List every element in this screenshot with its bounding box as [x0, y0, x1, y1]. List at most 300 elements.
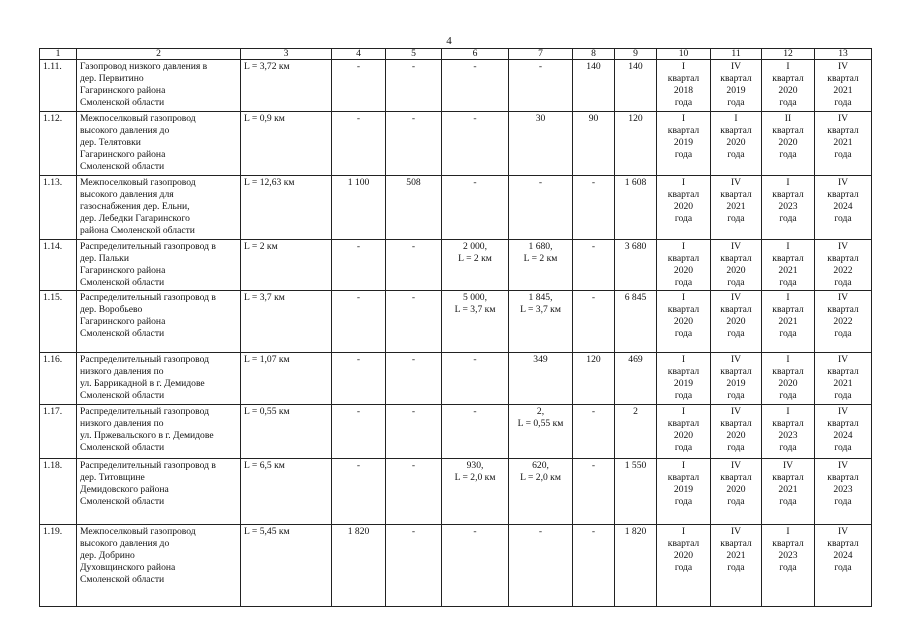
object-name-line: Распределительный газопровод в [80, 460, 216, 471]
page-number: 4 [446, 35, 452, 47]
value-col-7-line: 30 [535, 113, 546, 124]
period-col-13-line: IV [837, 241, 849, 252]
period-col-13-line: года [834, 390, 852, 401]
period-col-12-line: 2023 [778, 550, 798, 561]
period-col-11 [711, 353, 762, 405]
value-col-7-line: 1 680, [528, 241, 553, 252]
item-number: 1.18. [40, 459, 77, 525]
value-col-7-line: 349 [533, 354, 548, 365]
value-col-6-line: L = 2 км [458, 253, 492, 264]
value-col-7-line: L = 0,55 км [517, 418, 564, 429]
pipeline-length: L = 12,63 км [241, 176, 332, 240]
period-col-13-line: 2021 [833, 137, 853, 148]
value-col-9: 2 [615, 405, 657, 459]
object-name-line: Распределительный газопровод [80, 406, 210, 417]
object-name [77, 525, 241, 607]
period-col-13 [815, 291, 872, 353]
period-col-10 [657, 240, 711, 291]
period-col-13-line: квартал [827, 472, 859, 483]
value-col-7 [509, 405, 573, 459]
value-col-8: - [573, 525, 615, 607]
period-col-13-line: квартал [827, 366, 859, 377]
object-name-line: высокого давления до [80, 125, 170, 136]
item-number: 1.19. [40, 525, 77, 607]
value-col-6 [442, 405, 509, 459]
period-col-10 [657, 176, 711, 240]
value-col-6 [442, 459, 509, 525]
value-col-8: - [573, 176, 615, 240]
period-col-13-line: квартал [827, 538, 859, 549]
value-col-6 [442, 112, 509, 176]
period-col-10-line: года [674, 149, 693, 160]
period-col-12-line: квартал [772, 304, 804, 315]
period-col-10-line: I [681, 406, 686, 417]
period-col-10 [657, 112, 711, 176]
value-col-7 [509, 291, 573, 353]
object-name-line: Смоленской области [80, 496, 165, 507]
period-col-13-line: IV [837, 292, 849, 303]
object-name [77, 353, 241, 405]
value-col-6-line: - [473, 177, 477, 188]
period-col-12-line: года [779, 97, 797, 108]
period-col-11-line: года [727, 442, 745, 453]
period-col-11-line: 2021 [726, 201, 746, 212]
period-col-11-line: квартал [720, 418, 752, 429]
value-col-4: - [332, 60, 386, 112]
period-col-13-line: 2023 [833, 484, 853, 495]
period-col-12 [762, 240, 815, 291]
value-col-5: - [386, 291, 442, 353]
period-col-12 [762, 525, 815, 607]
value-col-7 [509, 112, 573, 176]
period-col-11-line: квартал [720, 189, 752, 200]
period-col-12-line: 2021 [778, 484, 798, 495]
period-col-12-line: года [779, 442, 797, 453]
period-col-11-line: I [734, 113, 738, 124]
column-header: 13 [815, 49, 872, 60]
value-col-5: - [386, 240, 442, 291]
item-number: 1.13. [40, 176, 77, 240]
value-col-7-line: 1 845, [528, 292, 553, 303]
period-col-13 [815, 112, 872, 176]
table-row [40, 525, 872, 607]
object-name-line: Духовщинского района [80, 562, 176, 573]
period-col-11-line: квартал [720, 366, 752, 377]
object-name-line: Смоленской области [80, 97, 165, 108]
value-col-6 [442, 240, 509, 291]
period-col-12-line: квартал [772, 366, 804, 377]
period-col-10-line: I [681, 292, 686, 303]
value-col-9: 1 608 [615, 176, 657, 240]
value-col-5: - [386, 353, 442, 405]
period-col-13-line: 2024 [833, 550, 853, 561]
period-col-12 [762, 291, 815, 353]
object-name-line: Гагаринского района [80, 85, 166, 96]
period-col-10 [657, 525, 711, 607]
period-col-11-line: квартал [720, 73, 752, 84]
object-name-line: Распределительный газопровод в [80, 292, 216, 303]
value-col-7-line: - [538, 61, 543, 72]
period-col-13-line: года [834, 97, 852, 108]
period-col-11 [711, 112, 762, 176]
period-col-11-line: квартал [720, 304, 752, 315]
period-col-11-line: года [727, 213, 745, 224]
value-col-7 [509, 525, 573, 607]
period-col-10-line: квартал [667, 73, 700, 84]
period-col-10 [657, 405, 711, 459]
object-name [77, 459, 241, 525]
value-col-6-line: - [473, 354, 477, 365]
value-col-5: 508 [386, 176, 442, 240]
period-col-12-line: года [779, 562, 797, 573]
period-col-11-line: IV [730, 177, 742, 188]
value-col-7-line: L = 2 км [523, 253, 558, 264]
period-col-10-line: года [674, 277, 693, 288]
period-col-12-line: IV [782, 460, 794, 471]
period-col-12-line: квартал [772, 73, 804, 84]
period-col-10 [657, 60, 711, 112]
period-col-12-line: года [779, 149, 797, 160]
column-header: 5 [386, 49, 442, 60]
period-col-10 [657, 353, 711, 405]
item-number: 1.14. [40, 240, 77, 291]
period-col-11 [711, 60, 762, 112]
value-col-6-line: - [473, 113, 477, 124]
period-col-12-line: 2023 [778, 430, 798, 441]
period-col-10-line: 2020 [673, 430, 694, 441]
period-col-12-line: 2021 [778, 265, 798, 276]
period-col-11 [711, 459, 762, 525]
value-col-6-line: L = 2,0 км [454, 472, 496, 483]
value-col-6 [442, 525, 509, 607]
period-col-13-line: IV [837, 354, 849, 365]
object-name-line: Межпоселковый газопровод [80, 526, 196, 537]
object-name-line: Смоленской области [80, 161, 165, 172]
value-col-6-line: - [473, 526, 477, 537]
period-col-13-line: года [834, 213, 852, 224]
object-name-line: Смоленской области [80, 390, 165, 401]
table-row [40, 240, 872, 291]
period-col-13-line: 2022 [833, 316, 853, 327]
period-col-10-line: квартал [667, 304, 700, 315]
period-col-10-line: 2020 [673, 265, 694, 276]
period-col-11-line: IV [730, 241, 742, 252]
value-col-8: - [573, 405, 615, 459]
period-col-12-line: I [786, 292, 790, 303]
object-name-line: Гагаринского района [80, 316, 166, 327]
period-col-13-line: года [834, 277, 852, 288]
period-col-11-line: IV [730, 406, 742, 417]
period-col-13-line: квартал [827, 304, 859, 315]
period-col-12-line: 2020 [778, 85, 798, 96]
table-row [40, 60, 872, 112]
value-col-9: 1 820 [615, 525, 657, 607]
object-name-line: Распределительный газопровод [80, 354, 210, 365]
period-col-13-line: квартал [827, 125, 859, 136]
period-col-10-line: года [674, 562, 693, 573]
period-col-11-line: 2020 [726, 484, 746, 495]
period-col-11-line: IV [730, 292, 742, 303]
value-col-4: - [332, 459, 386, 525]
period-col-13 [815, 459, 872, 525]
value-col-8: 90 [573, 112, 615, 176]
value-col-8: - [573, 459, 615, 525]
period-col-11-line: 2021 [726, 550, 746, 561]
item-number: 1.11. [40, 60, 77, 112]
period-col-10-line: года [674, 213, 693, 224]
period-col-13 [815, 60, 872, 112]
period-col-10-line: I [681, 177, 686, 188]
period-col-10-line: года [674, 496, 693, 507]
period-col-13-line: 2024 [833, 430, 853, 441]
period-col-12-line: года [779, 213, 797, 224]
period-col-13-line: квартал [827, 418, 859, 429]
value-col-6 [442, 60, 509, 112]
period-col-12 [762, 353, 815, 405]
period-col-13-line: 2024 [833, 201, 853, 212]
period-col-13-line: IV [837, 177, 849, 188]
period-col-12-line: I [786, 406, 790, 417]
column-header: 12 [762, 49, 815, 60]
value-col-6-line: L = 3,7 км [454, 304, 496, 315]
period-col-11-line: 2020 [726, 265, 746, 276]
value-col-4: 1 100 [332, 176, 386, 240]
period-col-11 [711, 525, 762, 607]
value-col-7 [509, 353, 573, 405]
object-name-line: Демидовского района [80, 484, 169, 495]
period-col-13-line: IV [837, 460, 849, 471]
period-col-10-line: I [681, 241, 686, 252]
period-col-13-line: года [834, 496, 852, 507]
object-name-line: газоснабжения дер. Ельни, [80, 201, 190, 212]
value-col-6 [442, 291, 509, 353]
object-name-line: дер. Лебедки Гагаринского [80, 213, 190, 224]
value-col-9: 140 [615, 60, 657, 112]
period-col-11-line: квартал [720, 125, 752, 136]
object-name-line: района Смоленской области [80, 225, 195, 236]
table-row [40, 405, 872, 459]
column-header: 2 [77, 49, 241, 60]
pipeline-length: L = 3,7 км [241, 291, 332, 353]
period-col-10-line: I [681, 113, 686, 124]
object-name-line: Гагаринского района [80, 149, 166, 160]
object-name-line: Смоленской области [80, 442, 165, 453]
object-name-line: низкого давления по [80, 418, 164, 429]
value-col-4: - [332, 240, 386, 291]
period-col-10-line: 2019 [673, 137, 694, 148]
table-body [40, 60, 872, 607]
object-name-line: Межпоселковый газопровод [80, 177, 196, 188]
period-col-10-line: квартал [667, 472, 700, 483]
pipeline-length: L = 6,5 км [241, 459, 332, 525]
object-name-line: дер. Первитино [80, 73, 144, 84]
period-col-10-line: 2020 [673, 201, 694, 212]
object-name-line: Распределительный газопровод в [80, 241, 216, 252]
period-col-10-line: квартал [667, 418, 700, 429]
value-col-7-line: - [538, 526, 543, 537]
period-col-11 [711, 176, 762, 240]
period-col-13-line: IV [837, 526, 849, 537]
item-number: 1.12. [40, 112, 77, 176]
period-col-11 [711, 291, 762, 353]
value-col-6-line: 930, [466, 460, 484, 471]
value-col-7 [509, 60, 573, 112]
period-col-11-line: 2020 [726, 430, 746, 441]
period-col-13-line: IV [837, 113, 849, 124]
period-col-11-line: года [727, 562, 745, 573]
period-col-11 [711, 240, 762, 291]
period-col-10-line: квартал [667, 538, 700, 549]
period-col-12 [762, 176, 815, 240]
period-col-11-line: 2020 [726, 316, 746, 327]
object-name [77, 405, 241, 459]
column-header: 10 [657, 49, 711, 60]
period-col-10-line: I [681, 526, 686, 537]
period-col-10-line: квартал [667, 366, 700, 377]
period-col-10-line: I [681, 354, 686, 365]
period-col-12-line: I [786, 526, 790, 537]
period-col-13-line: года [834, 149, 852, 160]
value-col-5: - [386, 112, 442, 176]
object-name-line: Гагаринского района [80, 265, 166, 276]
value-col-7-line: L = 2,0 км [520, 472, 561, 483]
item-number: 1.15. [40, 291, 77, 353]
pipeline-length: L = 0,55 км [241, 405, 332, 459]
value-col-8: - [573, 291, 615, 353]
period-col-12 [762, 459, 815, 525]
period-col-13-line: IV [837, 406, 849, 417]
period-col-13 [815, 240, 872, 291]
period-col-10 [657, 459, 711, 525]
object-name [77, 176, 241, 240]
period-col-12 [762, 60, 815, 112]
period-col-10-line: года [674, 328, 693, 339]
period-col-12-line: 2021 [778, 316, 798, 327]
pipeline-length: L = 1,07 км [241, 353, 332, 405]
object-name [77, 240, 241, 291]
value-col-4: - [332, 291, 386, 353]
value-col-9: 469 [615, 353, 657, 405]
period-col-10-line: года [674, 442, 693, 453]
period-col-12-line: квартал [772, 125, 804, 136]
period-col-13 [815, 525, 872, 607]
object-name-line: дер. Добрино [80, 550, 135, 561]
period-col-10-line: 2019 [673, 484, 694, 495]
column-header: 6 [442, 49, 509, 60]
value-col-8: 140 [573, 60, 615, 112]
value-col-5: - [386, 459, 442, 525]
period-col-12-line: I [786, 61, 790, 72]
period-col-12-line: квартал [772, 472, 804, 483]
value-col-6-line: 2 000, [463, 241, 487, 252]
period-col-13-line: 2021 [833, 378, 853, 389]
value-col-6-line: - [473, 406, 477, 417]
pipeline-length: L = 3,72 км [241, 60, 332, 112]
period-col-13-line: года [834, 562, 852, 573]
column-header: 9 [615, 49, 657, 60]
pipeline-length: L = 5,45 км [241, 525, 332, 607]
value-col-8: - [573, 240, 615, 291]
period-col-12-line: квартал [772, 189, 804, 200]
period-col-12-line: квартал [772, 418, 804, 429]
value-col-7-line: 2, [536, 406, 545, 417]
period-col-10-line: 2019 [673, 378, 694, 389]
period-col-12-line: I [786, 177, 790, 188]
period-col-13-line: квартал [827, 189, 859, 200]
column-header: 8 [573, 49, 615, 60]
period-col-10 [657, 291, 711, 353]
period-col-11-line: года [727, 496, 745, 507]
object-name-line: дер. Воробьево [80, 304, 143, 315]
period-col-13-line: года [834, 442, 852, 453]
period-col-11-line: квартал [720, 253, 752, 264]
item-number: 1.16. [40, 353, 77, 405]
object-name-line: дер. Телятовки [80, 137, 141, 148]
period-col-13-line: 2022 [833, 265, 853, 276]
value-col-7-line: - [538, 177, 543, 188]
period-col-12 [762, 112, 815, 176]
object-name-line: Межпоселковый газопровод [80, 113, 196, 124]
period-col-11-line: IV [730, 526, 742, 537]
object-name-line: дер. Титовщине [80, 472, 145, 483]
column-header: 1 [40, 49, 77, 60]
value-col-7-line: L = 3,7 км [520, 304, 561, 315]
period-col-10-line: 2018 [673, 85, 694, 96]
period-col-10-line: I [681, 61, 686, 72]
value-col-4: - [332, 405, 386, 459]
object-name-line: ул. Баррикадной в г. Демидове [80, 378, 205, 389]
period-col-12-line: I [786, 241, 790, 252]
table-row [40, 459, 872, 525]
period-col-11-line: квартал [720, 472, 752, 483]
period-col-11-line: 2019 [726, 85, 746, 96]
object-name-line: дер. Пальки [80, 253, 129, 264]
period-col-10-line: года [674, 97, 693, 108]
value-col-9: 1 550 [615, 459, 657, 525]
period-col-13-line: квартал [827, 253, 859, 264]
value-col-9: 6 845 [615, 291, 657, 353]
value-col-7-line: 620, [532, 460, 549, 471]
period-col-13 [815, 353, 872, 405]
period-col-12-line: года [779, 496, 797, 507]
period-col-11-line: года [727, 149, 745, 160]
period-col-13 [815, 176, 872, 240]
period-col-12-line: года [779, 277, 797, 288]
value-col-8: 120 [573, 353, 615, 405]
period-col-10-line: I [681, 460, 686, 471]
object-name-line: высокого давления до [80, 538, 170, 549]
table-row [40, 176, 872, 240]
period-col-10-line: квартал [667, 125, 700, 136]
period-col-12-line: 2020 [778, 137, 798, 148]
value-col-7 [509, 176, 573, 240]
column-number-row [40, 49, 872, 60]
period-col-10-line: квартал [667, 189, 700, 200]
period-col-11-line: квартал [720, 538, 752, 549]
period-col-11-line: IV [730, 61, 742, 72]
period-col-12-line: II [784, 113, 792, 124]
column-header: 7 [509, 49, 573, 60]
value-col-6 [442, 176, 509, 240]
period-col-11-line: года [727, 328, 745, 339]
table-row [40, 291, 872, 353]
period-col-12-line: года [779, 328, 797, 339]
period-col-12-line: 2023 [778, 201, 798, 212]
period-col-10-line: года [674, 390, 693, 401]
object-name-line: ул. Пржевальского в г. Демидове [80, 430, 214, 441]
period-col-11-line: года [727, 390, 745, 401]
value-col-7 [509, 240, 573, 291]
